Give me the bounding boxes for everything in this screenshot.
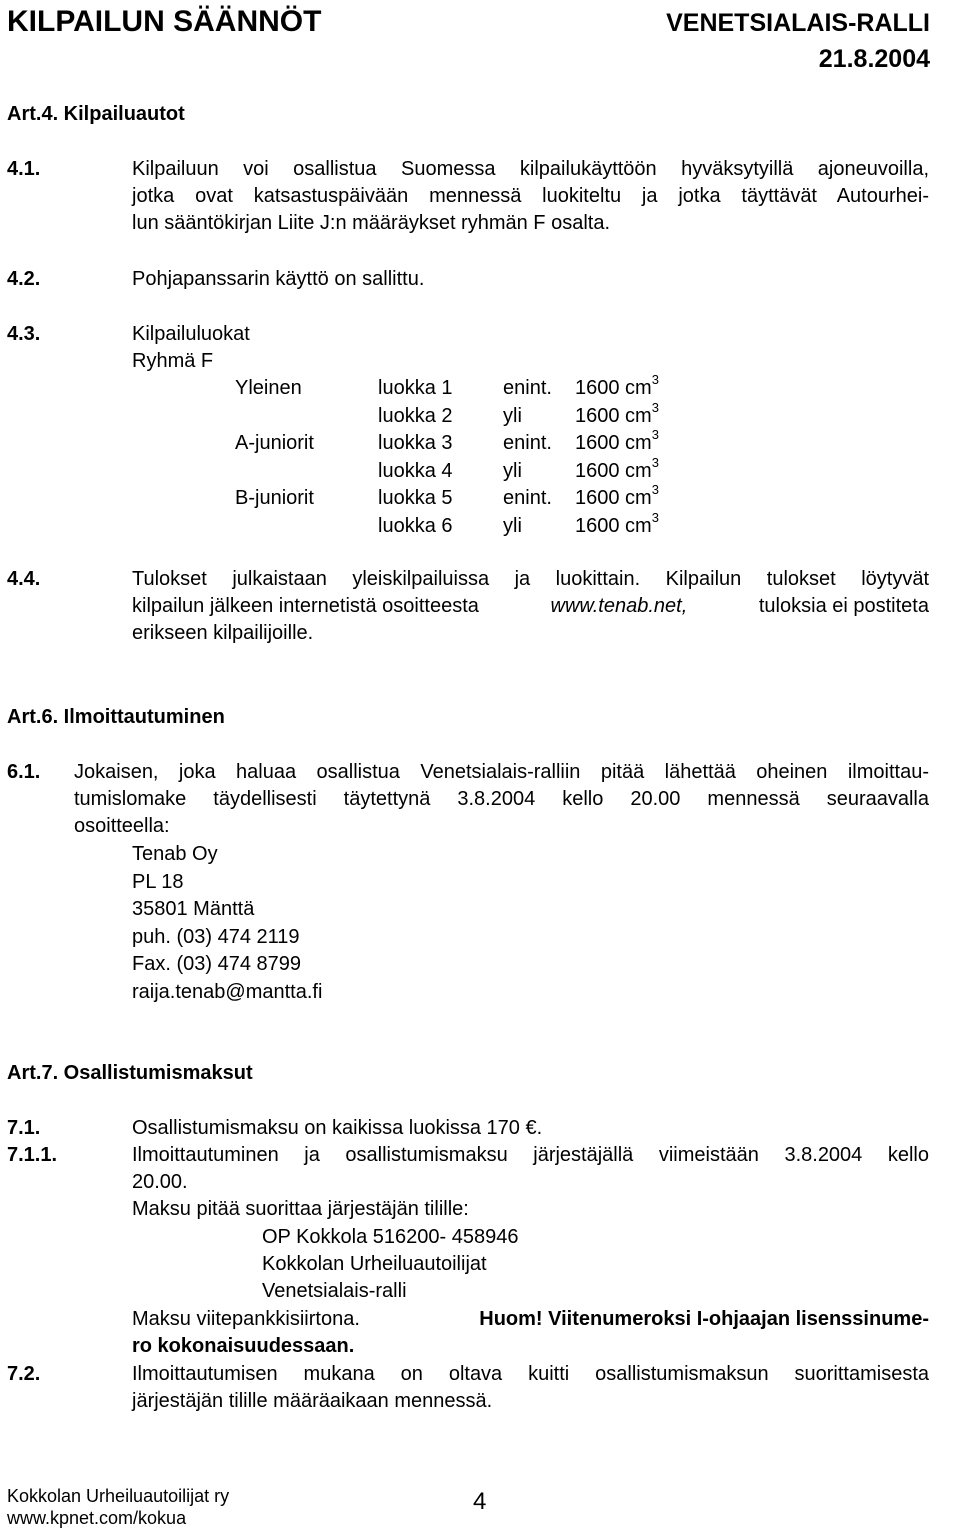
text-line: Maksu pitää suorittaa järjestäjän tilille: bbox=[132, 1198, 469, 1220]
text-segment: tuloksia ei postiteta bbox=[758, 595, 929, 617]
text-line: 20.00. bbox=[132, 1171, 188, 1193]
text-line: Ilmoittautuminen ja osallistumismaksu järjestäjällä viimeistään 3.8.2004 kello bbox=[132, 1144, 929, 1166]
text-segment: Maksu viitepankkisiirtona. bbox=[132, 1308, 360, 1330]
clause-number-4-4: 4.4. bbox=[7, 568, 41, 590]
text-line: erikseen kilpailijoille. bbox=[132, 622, 314, 644]
bank-recipient: Kokkolan Urheiluautoilijat bbox=[262, 1253, 487, 1275]
event-date: 21.8.2004 bbox=[818, 45, 930, 73]
clause-7-1-text: Osallistumismaksu on kaikissa luokissa 170 €. bbox=[132, 1117, 543, 1139]
class-displacement bbox=[575, 509, 659, 540]
displacement-value: 1600 cm bbox=[575, 487, 652, 509]
text-line: osoitteella: bbox=[74, 815, 170, 837]
displacement-value: 1600 cm bbox=[575, 377, 652, 399]
class-class: luokka 5 bbox=[378, 487, 453, 509]
class-class: luokka 4 bbox=[378, 459, 453, 482]
clause-4-4-text bbox=[132, 566, 929, 647]
clause-number-4-3: 4.3. bbox=[7, 323, 41, 345]
clause-number-6-1: 6.1. bbox=[7, 761, 41, 783]
bank-account: OP Kokkola 516200- 458946 bbox=[262, 1226, 519, 1248]
class-displacement bbox=[575, 399, 659, 430]
class-class: luokka 2 bbox=[378, 404, 453, 427]
displacement-value: 1600 cm bbox=[575, 432, 652, 454]
clause-4-3-title: Kilpailuluokat bbox=[132, 323, 250, 345]
text-line: järjestäjän tilille määräaikaan mennessä. bbox=[132, 1390, 493, 1412]
address-email[interactable]: raija.tenab@mantta.fi bbox=[132, 980, 323, 1003]
address-postcode: 35801 Mänttä bbox=[132, 898, 255, 920]
clause-number-7-1-1: 7.1.1. bbox=[7, 1144, 58, 1166]
class-group-label: Ryhmä F bbox=[132, 350, 214, 372]
section-heading-art6: Art.6. Ilmoittautuminen bbox=[7, 706, 225, 728]
clause-6-1-text bbox=[74, 759, 929, 840]
clause-4-2-text: Pohjapanssarin käyttö on sallittu. bbox=[132, 268, 425, 290]
text-line: lun sääntökirjan Liite J:n määräykset ryhmän F osalta. bbox=[132, 212, 610, 234]
event-name: VENETSIALAIS-RALLI bbox=[666, 9, 930, 37]
class-class: luokka 1 bbox=[378, 377, 453, 399]
text-line: Tulokset julkaistaan yleiskilpailuissa ja luokittain. Kilpailun tulokset löytyvät bbox=[132, 568, 929, 590]
class-cond: yli bbox=[503, 514, 522, 537]
address-phone: puh. (03) 474 2119 bbox=[132, 925, 300, 948]
class-cond: enint. bbox=[503, 432, 552, 454]
text-line: jotka ovat katsastuspäivään mennessä luokiteltu ja jotka täyttävät Autourhei- bbox=[132, 185, 929, 207]
page-title: KILPAILUN SÄÄNNÖT bbox=[7, 5, 322, 38]
text-line: Jokaisen, joka haluaa osallistua Venetsialais-ralliin pitää lähettää oheinen ilmoittau- bbox=[74, 761, 929, 783]
address-company: Tenab Oy bbox=[132, 843, 218, 865]
class-class: luokka 6 bbox=[378, 514, 453, 537]
displacement-exponent: 3 bbox=[651, 372, 659, 388]
payment-note bbox=[132, 1306, 929, 1360]
class-displacement bbox=[575, 427, 659, 457]
displacement-exponent: 3 bbox=[651, 427, 659, 443]
class-cond: enint. bbox=[503, 377, 552, 399]
displacement-exponent: 3 bbox=[651, 454, 659, 470]
clause-7-1-1-text bbox=[132, 1142, 929, 1223]
class-displacement bbox=[575, 372, 659, 402]
clause-number-4-1: 4.1. bbox=[7, 158, 41, 180]
class-cond: enint. bbox=[503, 487, 552, 509]
bank-reference-event: Venetsialais-ralli bbox=[262, 1280, 407, 1302]
displacement-exponent: 3 bbox=[651, 509, 659, 525]
class-cond: yli bbox=[503, 404, 522, 427]
address-fax: Fax. (03) 474 8799 bbox=[132, 953, 301, 975]
text-segment: kilpailun jälkeen internetistä osoitteesta bbox=[132, 595, 479, 617]
important-note: Huom! Viitenumeroksi I-ohjaajan lisenssinume- bbox=[479, 1308, 929, 1330]
clause-number-4-2: 4.2. bbox=[7, 268, 41, 290]
class-class: luokka 3 bbox=[378, 432, 453, 454]
clause-4-1-text bbox=[132, 156, 929, 237]
clause-number-7-2: 7.2. bbox=[7, 1363, 41, 1385]
text-line: Ilmoittautumisen mukana on oltava kuitti osallistumismaksun suorittamisesta bbox=[132, 1363, 929, 1385]
displacement-exponent: 3 bbox=[651, 399, 659, 415]
clause-7-2-text bbox=[132, 1361, 929, 1415]
displacement-value: 1600 cm bbox=[575, 404, 652, 427]
class-group: B-juniorit bbox=[235, 487, 314, 509]
important-note-cont: ro kokonaisuudessaan. bbox=[132, 1335, 355, 1357]
section-heading-art7: Art.7. Osallistumismaksut bbox=[7, 1062, 253, 1084]
section-heading-art4: Art.4. Kilpailuautot bbox=[7, 103, 185, 125]
displacement-exponent: 3 bbox=[651, 482, 659, 498]
displacement-value: 1600 cm bbox=[575, 514, 652, 537]
footer-url[interactable]: www.kpnet.com/kokua bbox=[7, 1508, 187, 1528]
class-group: A-juniorit bbox=[235, 432, 314, 454]
bank-details bbox=[262, 1224, 519, 1305]
page-number: 4 bbox=[473, 1488, 487, 1515]
footer-org: Kokkolan Urheiluautoilijat ry bbox=[7, 1486, 230, 1506]
text-line: Kilpailuun voi osallistua Suomessa kilpailukäyttöön hyväksytyillä ajoneuvoilla, bbox=[132, 158, 929, 180]
results-link[interactable]: www.tenab.net, bbox=[550, 595, 688, 617]
class-displacement bbox=[575, 454, 659, 485]
text-line bbox=[132, 593, 929, 620]
class-cond: yli bbox=[503, 459, 522, 482]
class-displacement bbox=[575, 482, 659, 512]
address-block bbox=[132, 841, 322, 1006]
address-po-box: PL 18 bbox=[132, 870, 184, 893]
text-line: tumislomake täydellisesti täytettynä 3.8.2004 kello 20.00 mennessä seuraavalla bbox=[74, 788, 929, 810]
clause-number-7-1: 7.1. bbox=[7, 1117, 41, 1139]
text-line bbox=[132, 1306, 929, 1333]
displacement-value: 1600 cm bbox=[575, 459, 652, 482]
class-group: Yleinen bbox=[235, 377, 302, 399]
